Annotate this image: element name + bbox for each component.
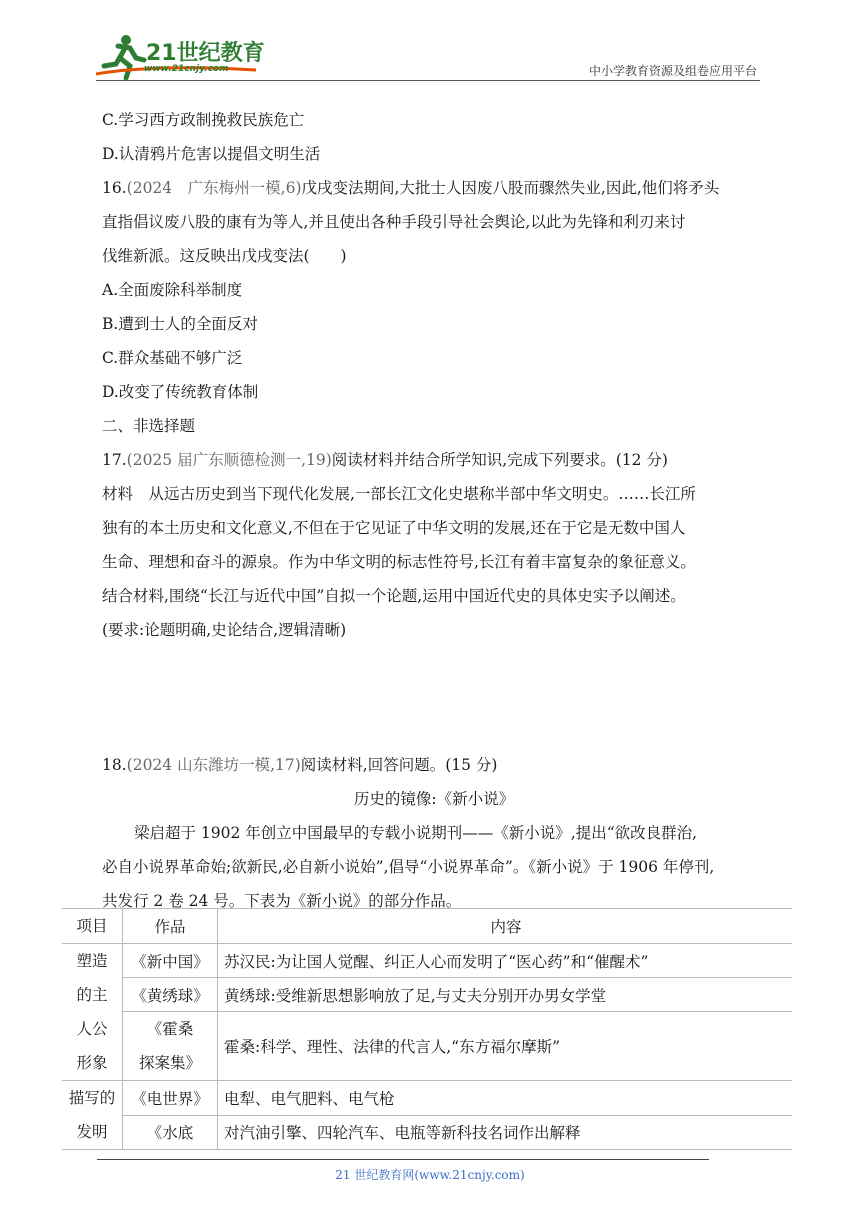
q16-stem-line1 (102, 171, 766, 205)
table-header-row (62, 909, 792, 944)
q16-number: 16. (102, 179, 127, 197)
q16-option-a: A.全面废除科举制度 (102, 281, 243, 299)
q17-stem (102, 443, 766, 477)
q18-stem (102, 748, 766, 782)
page-header (0, 0, 860, 90)
work-title: 《黄绣球》 (123, 978, 218, 1012)
logo-text: 21世纪教育 (146, 41, 265, 66)
answer-space (102, 647, 766, 748)
q18-number: 18. (102, 756, 127, 774)
q17-number: 17. (102, 451, 127, 469)
document-body (102, 103, 766, 918)
q18-paragraph-line1: 梁启超于 1902 年创立中国最早的专载小说期刊——《新小说》,提出“欲改良群治, (134, 824, 698, 842)
group-label-inventions: 描写的 发明 (62, 1081, 123, 1150)
work-title: 《水底 (123, 1115, 218, 1150)
table-row (62, 944, 792, 978)
q17-source: (2025 届广东顺德检测一,19) (126, 451, 332, 469)
table-row (62, 1012, 792, 1081)
q18-stem-text: 阅读材料,回答问题。(15 分) (300, 756, 498, 774)
q16-option-d: D.改变了传统教育体制 (102, 383, 259, 401)
work-title: 《新中国》 (123, 944, 218, 978)
q16-stem-line3: 伐维新派。这反映出戊戌变法( ) (102, 247, 347, 265)
q17-material-line1: 材料 从远古历史到当下现代化发展,一部长江文化史堪称半部中华文明史。……长江所 (102, 485, 696, 503)
q16-stem-text: 戊戌变法期间,大批士人因废八股而骤然失业,因此,他们将矛头 (301, 179, 720, 197)
table-row (62, 1115, 792, 1150)
platform-name: 中小学教育资源及组卷应用平台 (588, 64, 757, 78)
q18-title: 历史的镜像:《新小说》 (353, 790, 515, 808)
q17-stem-text: 阅读材料并结合所学知识,完成下列要求。(12 分) (331, 451, 668, 469)
header-divider (96, 80, 760, 81)
novel-works-table (62, 908, 792, 1150)
section-heading: 二、非选择题 (102, 417, 196, 435)
work-title: 《霍桑 探案集》 (123, 1012, 218, 1081)
q16-stem-line2: 直指倡议废八股的康有为等人,并且使出各种手段引导社会舆论,以此为先锋和利刃来讨 (102, 213, 686, 231)
header-work: 作品 (123, 909, 218, 944)
q16-option-c: C.群众基础不够广泛 (102, 349, 243, 367)
work-content: 黄绣球:受维新思想影响放了足,与丈夫分别开办男女学堂 (218, 978, 793, 1012)
work-content: 电犁、电气肥料、电气枪 (218, 1081, 793, 1116)
table-row (62, 978, 792, 1012)
group-label-protagonists: 塑造 的主 人公 形象 (62, 944, 123, 1081)
q15-option-d: D.认清鸦片危害以提倡文明生活 (102, 145, 321, 163)
q18-source: (2024 山东潍坊一模,17) (126, 756, 301, 774)
work-content: 苏汉民:为让国人觉醒、纠正人心而发明了“医心药”和“催醒术” (218, 944, 793, 978)
q18-paragraph-line2: 必自小说界革命始;欲新民,必自新小说始”,倡导“小说界革命”。《新小说》于 1906 年停刊, (102, 858, 715, 876)
header-content: 内容 (218, 909, 793, 944)
q15-option-c: C.学习西方政制挽救民族危亡 (102, 111, 305, 129)
work-content: 霍桑:科学、理性、法律的代言人,“东方福尔摩斯” (218, 1012, 793, 1081)
q17-material-line3: 生命、理想和奋斗的源泉。作为中华文明的标志性符号,长江有着丰富复杂的象征意义。 (102, 553, 696, 571)
q17-requirement: (要求:论题明确,史论结合,逻辑清晰) (102, 621, 347, 639)
q17-material-line2: 独有的本土历史和文化意义,不但在于它见证了中华文明的发展,还在于它是无数中国人 (102, 519, 686, 537)
q16-source: (2024 广东梅州一模,6) (126, 179, 302, 197)
header-item: 项目 (62, 909, 123, 944)
footer-link[interactable]: 21 世纪教育网(www.21cnjy.com) (335, 1168, 525, 1182)
table-row (62, 1081, 792, 1116)
q17-task: 结合材料,围绕“长江与近代中国”自拟一个论题,运用中国近代史的具体史实予以阐述。 (102, 587, 686, 605)
logo-url: www.21cnjy.com (144, 64, 229, 74)
work-content: 对汽油引擎、四轮汽车、电瓶等新科技名词作出解释 (218, 1115, 793, 1150)
work-title: 《电世界》 (123, 1081, 218, 1116)
footer-divider (97, 1159, 709, 1160)
q16-option-b: B.遭到士人的全面反对 (102, 315, 258, 333)
q18-paragraph-line3: 共发行 2 卷 24 号。下表为《新小说》的部分作品。 (102, 892, 462, 910)
